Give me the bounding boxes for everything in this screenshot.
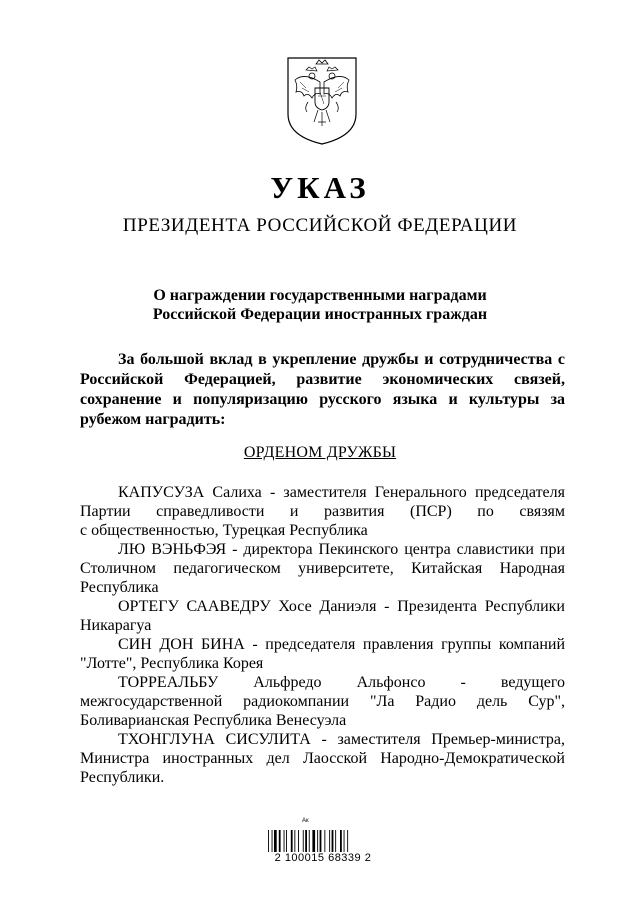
preamble-line: Российской Федерацией, развитие экономических связей, [80, 371, 565, 388]
award-line: ЛЮ ВЭНЬФЭЯ - директора Пекинского центра славистики при [118, 541, 565, 558]
award-line: Республика [80, 579, 159, 596]
barcode-number: 2 100015 68339 2 [258, 852, 388, 864]
award-line: Никарагуа [80, 617, 152, 634]
awards-list [80, 483, 565, 787]
award-entry [80, 483, 565, 540]
award-entry [80, 635, 565, 673]
decree-heading: УКАЗ [270, 170, 370, 205]
order-heading: ОРДЕНОМ ДРУЖБЫ [243, 444, 397, 461]
award-line: Партии справедливости и развития (ПСР) по связям [80, 503, 565, 520]
award-entry [80, 730, 565, 787]
decree-preamble [80, 350, 565, 430]
award-line: ТХОНГЛУНА СИСУЛИТА - заместителя Премьер-министра, [118, 731, 565, 748]
award-line: Республики. [80, 769, 165, 786]
award-line: ОРТЕГУ СААВЕДРУ Хосе Даниэля - Президента Республики [118, 598, 565, 615]
award-entry [80, 540, 565, 597]
award-line: КАПУСУЗА Салиха - заместителя Генерального председателя [118, 484, 565, 501]
decree-title [0, 286, 640, 324]
preamble-line: За большой вклад в укрепление дружбы и сотрудничества с [118, 351, 565, 368]
award-line: с общественностью, Турецкая Республика [80, 522, 368, 539]
preamble-line: рубежом наградить: [80, 411, 226, 428]
award-line: межгосударственной радиокомпании "Ла Радио дель Сур", [80, 693, 565, 710]
award-line: Столичном педагогическом университете, Китайская Народная [80, 560, 565, 577]
decree-issuer: ПРЕЗИДЕНТА РОССИЙСКОЙ ФЕДЕРАЦИИ [122, 215, 518, 236]
award-line: Боливарианская Республика Венесуэла [80, 712, 347, 729]
award-line: СИН ДОН БИНА - председателя правления группы компаний [118, 636, 565, 653]
decree-title-line: О награждении государственными наградами [153, 287, 487, 304]
award-line: ТОРРЕАЛЬБУ Альфредо Альфонсо - ведущего [118, 674, 565, 691]
award-line: "Лотте", Республика Корея [80, 655, 264, 672]
award-entry [80, 673, 565, 730]
award-line: Министра иностранных дел Лаосской Народно-Демократической [80, 750, 565, 767]
coat-of-arms-emblem-icon [282, 52, 362, 148]
barcode-tag: Ак [302, 818, 309, 824]
decree-title-line: Российской Федерации иностранных граждан [152, 306, 488, 323]
award-entry [80, 597, 565, 635]
preamble-line: сохранение и популяризацию русского языка и культуры за [80, 391, 565, 408]
